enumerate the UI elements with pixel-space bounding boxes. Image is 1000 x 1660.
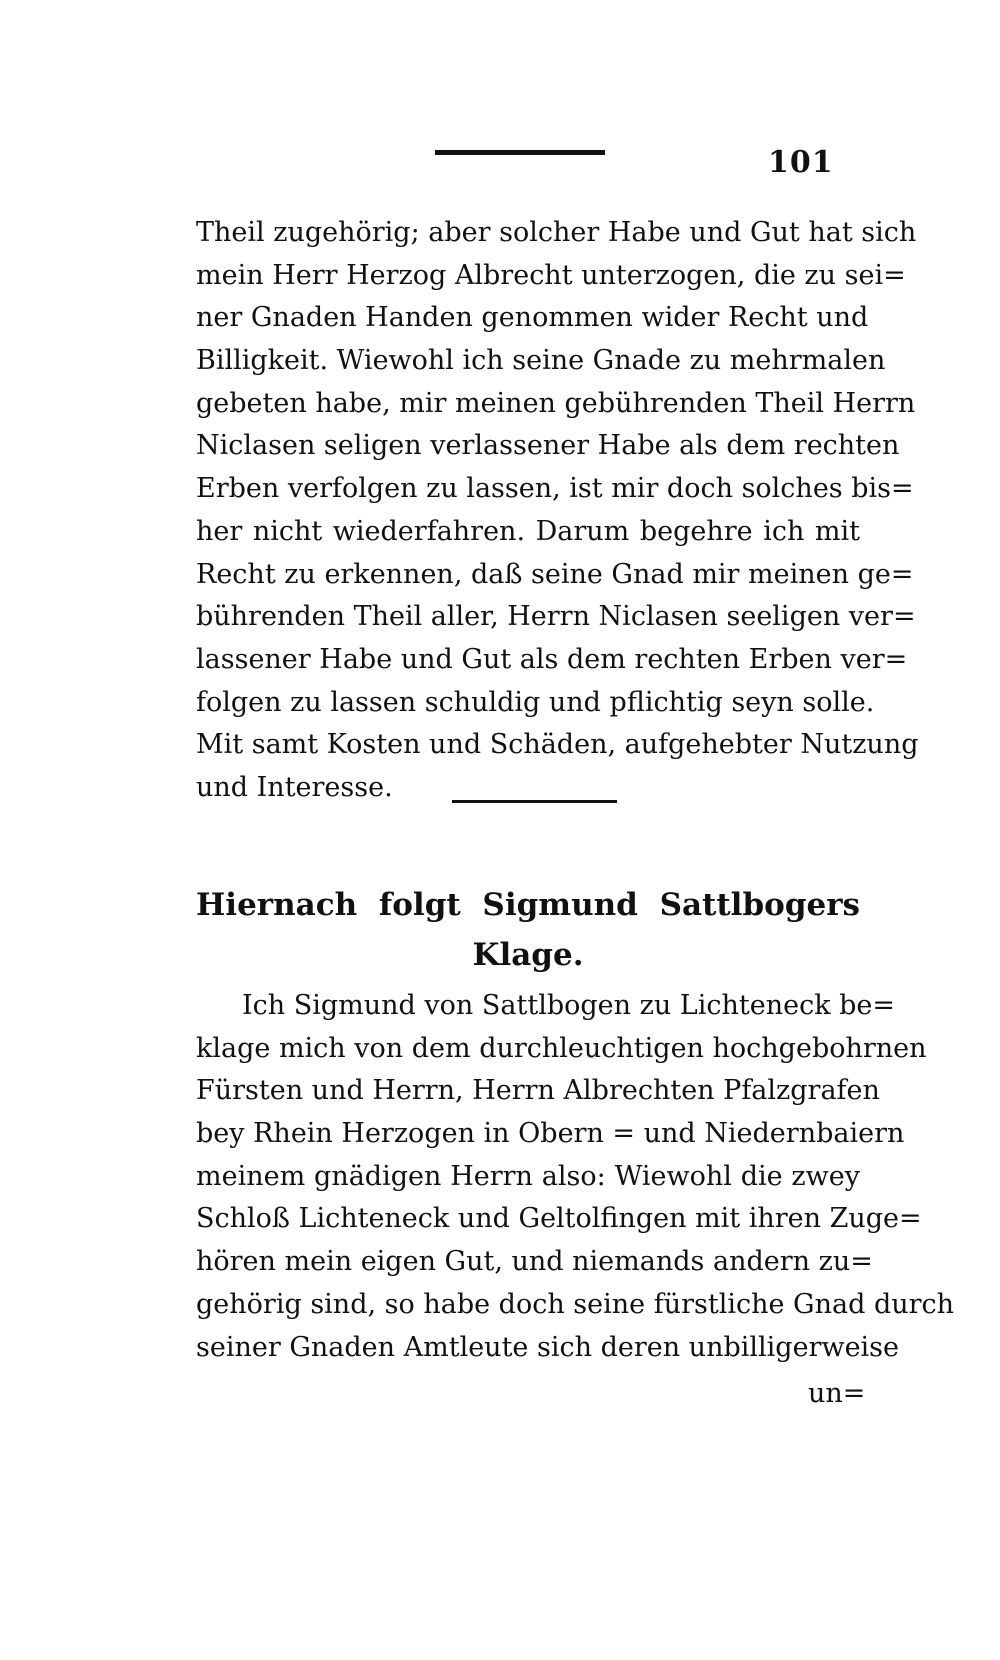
header-rule bbox=[435, 150, 605, 155]
text-line: Mit samt Kosten und Schäden, aufgehebter Nutzung bbox=[196, 729, 919, 761]
text-line: Recht zu erkennen, daß seine Gnad mir meinen ge= bbox=[196, 558, 914, 590]
section-divider bbox=[452, 800, 617, 803]
section-heading: Hiernach folgt Sigmund Sattlbogers bbox=[196, 887, 860, 923]
text-line: Theil zugehörig; aber solcher Habe und Gut hat sich bbox=[196, 217, 917, 248]
text-line: klage mich von dem durchleuchtigen hochgebohrnen bbox=[196, 1032, 927, 1064]
text-line: ner Gnaden Handen genommen wider Recht und bbox=[196, 302, 869, 334]
text-line: Billigkeit. Wiewohl ich seine Gnade zu mehrmalen bbox=[196, 345, 886, 377]
page-number: 101 bbox=[768, 145, 834, 180]
section-heading-continuation: Klage. bbox=[472, 937, 584, 973]
text-line: meinem gnädigen Herrn also: Wiewohl die zwey bbox=[196, 1160, 860, 1192]
text-line: gebeten habe, mir meinen gebührenden Theil Herrn bbox=[196, 387, 916, 419]
text-line: Fürsten und Herrn, Herrn Albrechten Pfalzgrafen bbox=[196, 1075, 880, 1107]
catchword: un= bbox=[808, 1378, 866, 1409]
text-line: Erben verfolgen zu lassen, ist mir doch solches bis= bbox=[196, 473, 914, 505]
paragraph-2 bbox=[196, 985, 955, 1369]
text-line: Niclasen seligen verlassener Habe als dem rechten bbox=[196, 430, 900, 462]
paragraph-1 bbox=[196, 212, 919, 810]
text-line: seiner Gnaden Amtleute sich deren unbilligerweise bbox=[196, 1331, 900, 1363]
text-line: lassener Habe und Gut als dem rechten Erben ver= bbox=[196, 643, 908, 675]
text-line: hören mein eigen Gut, und niemands andern zu= bbox=[196, 1246, 873, 1278]
text-line: gehörig sind, so habe doch seine fürstliche Gnad durch bbox=[196, 1288, 955, 1320]
text-line: her nicht wiederfahren. Darum begehre ich mit bbox=[196, 515, 860, 547]
text-line: bey Rhein Herzogen in Obern = und Niedernbaiern bbox=[196, 1118, 905, 1150]
text-line: folgen zu lassen schuldig und pflichtig seyn solle. bbox=[196, 686, 875, 718]
text-line: Schloß Lichteneck und Geltolfingen mit ihren Zuge= bbox=[196, 1203, 922, 1235]
text-line: Ich Sigmund von Sattlbogen zu Lichteneck be= bbox=[242, 990, 896, 1021]
text-line: und Interesse. bbox=[196, 771, 393, 803]
text-line: bührenden Theil aller, Herrn Niclasen seeligen ver= bbox=[196, 601, 916, 633]
text-line: mein Herr Herzog Albrecht unterzogen, die zu sei= bbox=[196, 259, 906, 291]
